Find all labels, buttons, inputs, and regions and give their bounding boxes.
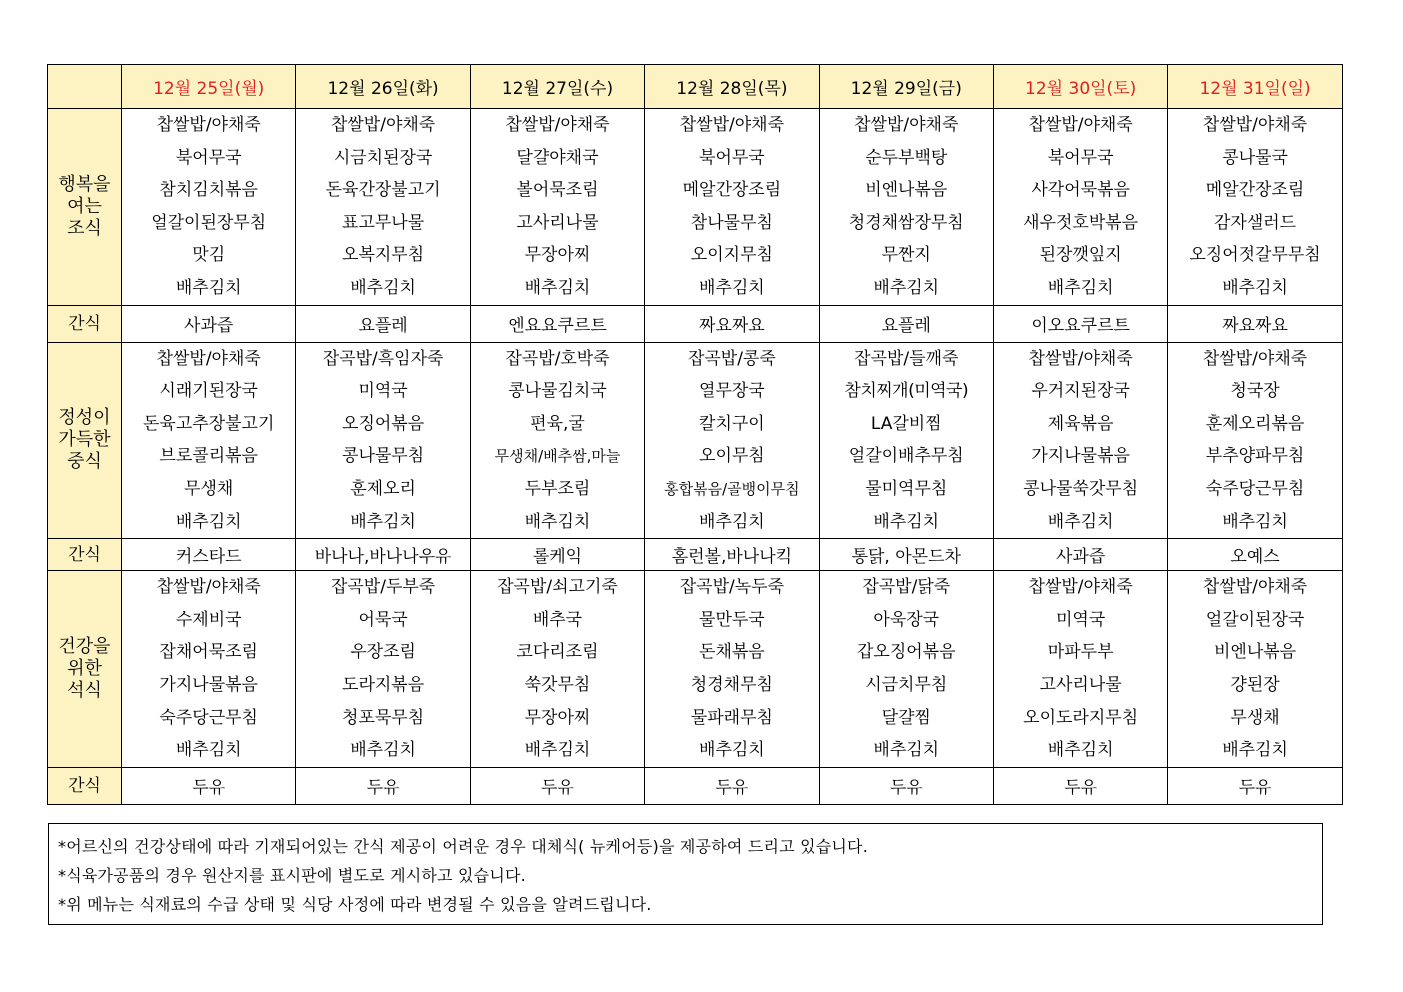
menu-item: 메알간장조림: [682, 180, 782, 201]
menu-item: 콩나물국: [1222, 147, 1288, 168]
snack-item: 커스타드: [122, 539, 296, 571]
menu-item: 무생채: [1230, 707, 1280, 728]
menu-item: 열무장국: [699, 381, 765, 402]
snack-row: [48, 539, 1343, 571]
snack-item: 짜요짜요: [645, 305, 819, 342]
snack-item: 바나나,바나나우유: [296, 539, 470, 571]
menu-item: 사각어묵볶음: [1031, 180, 1130, 201]
menu-item: 돈육고추장불고기: [143, 413, 275, 434]
menu-item: 가지나물볶음: [159, 674, 258, 695]
menu-item: 배추김치: [1047, 511, 1114, 532]
menu-item: 어묵국: [358, 609, 408, 630]
menu-item: 찹쌀밥/야채죽: [156, 348, 261, 369]
menu-item: 아욱장국: [873, 609, 940, 630]
menu-item: 배추김치: [1047, 740, 1114, 761]
menu-item: LA갈비찜: [870, 413, 942, 434]
menu-item: 잡채어묵조림: [159, 642, 258, 663]
menu-item: 배추김치: [1222, 511, 1288, 532]
menu-item: 홍합볶음/골뱅이무침: [664, 479, 800, 498]
snack-item: 두유: [296, 767, 470, 804]
menu-item: 콩나물김치국: [508, 381, 607, 402]
snack-item: 사과즙: [993, 539, 1167, 571]
date-header: 12월 30일(토): [993, 65, 1167, 109]
date-header: 12월 27일(수): [470, 65, 644, 109]
snack-row: [48, 305, 1343, 342]
menu-cell: [1168, 109, 1342, 306]
snack-label: 간식: [48, 539, 122, 571]
menu-item: 배추김치: [524, 740, 591, 761]
menu-item: 배추김치: [699, 511, 765, 532]
menu-item: 청국장: [1230, 381, 1280, 402]
menu-cell: [122, 342, 296, 539]
menu-cell: [296, 342, 470, 539]
header-corner: [48, 65, 122, 109]
menu-item: 찹쌀밥/야채죽: [1028, 115, 1133, 135]
snack-row: [48, 767, 1343, 804]
meal-label-line: 정성이: [58, 407, 111, 429]
menu-item: 배추김치: [699, 740, 765, 761]
menu-cell: [470, 109, 644, 306]
menu-item: 돈채볶음: [699, 642, 765, 663]
menu-item: 비엔나볶음: [865, 180, 948, 201]
menu-item: 훈제오리: [350, 478, 416, 499]
menu-item: 도라지볶음: [342, 674, 425, 695]
snack-item: 롤케익: [470, 539, 644, 571]
menu-item: 찹쌀밥/야채죽: [1028, 348, 1133, 369]
menu-item: 참치김치볶음: [159, 180, 258, 201]
menu-item: 잡곡밥/녹두죽: [679, 577, 784, 598]
menu-item: 잡곡밥/두부죽: [330, 577, 436, 598]
date-header: 12월 29일(금): [819, 65, 993, 109]
snack-item: 두유: [645, 767, 819, 804]
snack-item: 오예스: [1168, 539, 1342, 571]
menu-item: 얼갈이된장무침: [151, 212, 267, 233]
meal-label-line: 행복을: [58, 173, 111, 195]
meal-label-line: 여는: [67, 195, 102, 217]
menu-item: 배추국: [532, 609, 583, 630]
menu-item: 오이지무침: [690, 245, 773, 266]
menu-item: 달걀야채국: [516, 147, 599, 168]
menu-item: 부추양파무침: [1205, 446, 1305, 467]
menu-item: 시금치무침: [865, 674, 948, 695]
snack-item: 두유: [819, 767, 993, 804]
menu-item: 잡곡밥/들깨죽: [854, 348, 959, 369]
menu-item: 미역국: [358, 381, 408, 402]
menu-item: 무생채/배추쌈,마늘: [494, 447, 621, 466]
menu-item: 배추김치: [873, 277, 940, 298]
menu-item: 가지나물볶음: [1031, 446, 1130, 467]
menu-item: 브로콜리볶음: [159, 446, 258, 467]
menu-item: 물만두국: [699, 609, 765, 630]
snack-item: 두유: [993, 767, 1167, 804]
meal-label-line: 가득한: [58, 429, 111, 451]
date-header: 12월 25일(월): [122, 65, 296, 109]
menu-item: 배추김치: [873, 511, 940, 532]
meal-label: [48, 342, 122, 539]
menu-item: 무생채: [184, 478, 234, 499]
menu-cell: [819, 342, 993, 539]
menu-item: 찹쌀밥/야채죽: [156, 115, 261, 135]
menu-item: 걍된장: [1230, 674, 1280, 695]
meal-label-line: 조식: [67, 217, 102, 239]
menu-item: 잡곡밥/호박죽: [505, 348, 610, 369]
menu-item: 시래기된장국: [159, 381, 258, 402]
menu-cell: [296, 571, 470, 768]
menu-item: 배추김치: [350, 740, 416, 761]
menu-item: 숙주당근무침: [1205, 478, 1305, 499]
notice-line: *위 메뉴는 식재료의 수급 상태 및 식당 사정에 따라 변경될 수 있음을 알려드립니다.: [58, 895, 652, 914]
menu-item: 제육볶음: [1047, 413, 1114, 434]
snack-item: 짜요짜요: [1168, 305, 1342, 342]
meal-label-line: 건강을: [58, 635, 111, 657]
weekly-meal-table: [47, 64, 1343, 805]
menu-item: 찹쌀밥/야채죽: [679, 115, 784, 135]
menu-item: 배추김치: [350, 511, 416, 532]
menu-item: 잡곡밥/쇠고기죽: [497, 577, 618, 598]
menu-item: 두부조림: [524, 478, 591, 499]
menu-item: 수제비국: [175, 609, 242, 630]
snack-item: 두유: [470, 767, 644, 804]
snack-label: 간식: [48, 305, 122, 342]
menu-item: 잡곡밥/콩죽: [687, 348, 776, 369]
menu-cell: [1168, 571, 1342, 768]
menu-item: 오이도라지무침: [1023, 707, 1139, 728]
menu-item: 달걀찜: [881, 707, 931, 728]
menu-item: 배추김치: [873, 740, 940, 761]
menu-item: 감자샐러드: [1213, 212, 1297, 233]
menu-item: 찹쌀밥/야채죽: [505, 115, 610, 135]
date-header: 12월 26일(화): [296, 65, 470, 109]
meal-label-line: 위한: [67, 657, 102, 679]
menu-item: 순두부백탕: [865, 147, 948, 168]
notice-line: *식육가공품의 경우 원산지를 표시판에 별도로 게시하고 있습니다.: [58, 866, 526, 885]
menu-item: 물파래무침: [690, 707, 773, 728]
snack-item: 요플레: [819, 305, 993, 342]
breakfast-row: [48, 109, 1343, 306]
menu-item: 시금치된장국: [333, 147, 433, 168]
menu-item: 참나물무침: [690, 212, 773, 233]
menu-item: 칼치구이: [699, 413, 765, 434]
menu-item: 배추김치: [524, 511, 591, 532]
menu-item: 청경채쌈장무침: [848, 212, 964, 233]
menu-cell: [122, 571, 296, 768]
meal-label: [48, 109, 122, 306]
menu-item: 배추김치: [1222, 277, 1288, 298]
menu-item: 오복지무침: [342, 245, 425, 266]
menu-item: 무짠지: [881, 245, 931, 266]
menu-item: 갑오징어볶음: [856, 642, 956, 663]
menu-item: 찹쌀밥/야채죽: [1202, 577, 1308, 598]
menu-item: 북어무국: [1047, 147, 1114, 168]
menu-item: 콩나물무침: [342, 446, 425, 467]
menu-item: 북어무국: [175, 147, 242, 168]
menu-item: 배추김치: [1047, 277, 1114, 298]
menu-item: 훈제오리볶음: [1205, 413, 1305, 434]
menu-item: 무장아찌: [524, 707, 591, 728]
menu-item: 마파두부: [1047, 642, 1114, 663]
menu-item: 얼갈이된장국: [1205, 609, 1305, 630]
menu-cell: [993, 571, 1167, 768]
menu-item: 볼어묵조림: [516, 180, 599, 201]
snack-item: 엔요요쿠르트: [470, 305, 644, 342]
menu-item: 맛김: [192, 245, 226, 266]
menu-item: 물미역무침: [865, 478, 948, 499]
menu-cell: [645, 571, 819, 768]
menu-item: 청포묵무침: [342, 707, 425, 728]
menu-item: 새우젓호박볶음: [1023, 212, 1139, 233]
menu-item: 찹쌀밥/야채죽: [1202, 115, 1308, 135]
menu-cell: [645, 109, 819, 306]
menu-item: 배추김치: [175, 277, 242, 298]
menu-item: 미역국: [1056, 609, 1106, 630]
menu-item: 메알간장조림: [1205, 180, 1305, 201]
menu-item: 고사리나물: [1039, 674, 1122, 695]
menu-item: 잡곡밥/닭죽: [862, 577, 951, 598]
menu-cell: [645, 342, 819, 539]
menu-item: 편육,굴: [530, 413, 585, 434]
snack-item: 사과즙: [122, 305, 296, 342]
menu-cell: [993, 109, 1167, 306]
menu-item: 비엔나볶음: [1213, 642, 1297, 663]
menu-item: 잡곡밥/흑임자죽: [322, 348, 444, 369]
snack-item: 두유: [1168, 767, 1342, 804]
lunch-row: [48, 342, 1343, 539]
menu-item: 배추김치: [699, 277, 765, 298]
snack-item: 홈런볼,바나나킥: [645, 539, 819, 571]
menu-item: 숙주당근무침: [159, 707, 258, 728]
meal-label-line: 중식: [67, 451, 102, 473]
meal-label-line: 석식: [67, 679, 102, 701]
meal-label: [48, 571, 122, 768]
menu-item: 무장아찌: [524, 245, 591, 266]
menu-item: 찹쌀밥/야채죽: [1028, 577, 1133, 598]
menu-item: 배추김치: [175, 511, 242, 532]
menu-item: 찹쌀밥/야채죽: [1202, 348, 1308, 369]
menu-item: 찹쌀밥/야채죽: [854, 115, 959, 135]
menu-item: 참치찌개(미역국): [844, 381, 969, 402]
menu-item: 우거지된장국: [1031, 381, 1130, 402]
menu-item: 찹쌀밥/야채죽: [156, 577, 261, 598]
menu-item: 쑥갓무침: [524, 674, 591, 695]
menu-item: 배추김치: [350, 277, 416, 298]
menu-item: 돈육간장불고기: [325, 180, 441, 201]
menu-cell: [470, 571, 644, 768]
menu-item: 오징어젓갈무무침: [1189, 245, 1321, 266]
snack-label: 간식: [48, 767, 122, 804]
date-header: 12월 28일(목): [645, 65, 819, 109]
menu-cell: [1168, 342, 1342, 539]
menu-item: 오이무침: [699, 446, 765, 467]
menu-item: 된장깻잎지: [1039, 245, 1122, 266]
menu-item: 우장조림: [350, 642, 416, 663]
snack-item: 이오요쿠르트: [993, 305, 1167, 342]
menu-item: 코다리조림: [516, 642, 599, 663]
menu-item: 고사리나물: [516, 212, 599, 233]
menu-cell: [470, 342, 644, 539]
date-header-row: [48, 65, 1343, 109]
menu-item: 북어무국: [699, 147, 765, 168]
menu-cell: [122, 109, 296, 306]
menu-item: 찹쌀밥/야채죽: [330, 115, 436, 135]
menu-item: 오징어볶음: [342, 413, 425, 434]
menu-item: 배추김치: [175, 740, 242, 761]
snack-item: 두유: [122, 767, 296, 804]
menu-item: 배추김치: [524, 277, 591, 298]
menu-item: 청경채무침: [690, 674, 773, 695]
menu-cell: [819, 109, 993, 306]
notice-line: *어르신의 건강상태에 따라 기재되어있는 간식 제공이 어려운 경우 대체식( 뉴케어등)을 제공하여 드리고 있습니다.: [58, 837, 868, 856]
menu-cell: [819, 571, 993, 768]
snack-item: 요플레: [296, 305, 470, 342]
notice-box: [48, 823, 1323, 925]
snack-item: 통닭, 아몬드차: [819, 539, 993, 571]
menu-cell: [296, 109, 470, 306]
menu-item: 얼갈이배추무침: [848, 446, 964, 467]
dinner-row: [48, 571, 1343, 768]
menu-item: 표고무나물: [342, 212, 425, 233]
date-header: 12월 31일(일): [1168, 65, 1342, 109]
menu-cell: [993, 342, 1167, 539]
menu-item: 콩나물쑥갓무침: [1023, 478, 1139, 499]
menu-item: 배추김치: [1222, 740, 1288, 761]
